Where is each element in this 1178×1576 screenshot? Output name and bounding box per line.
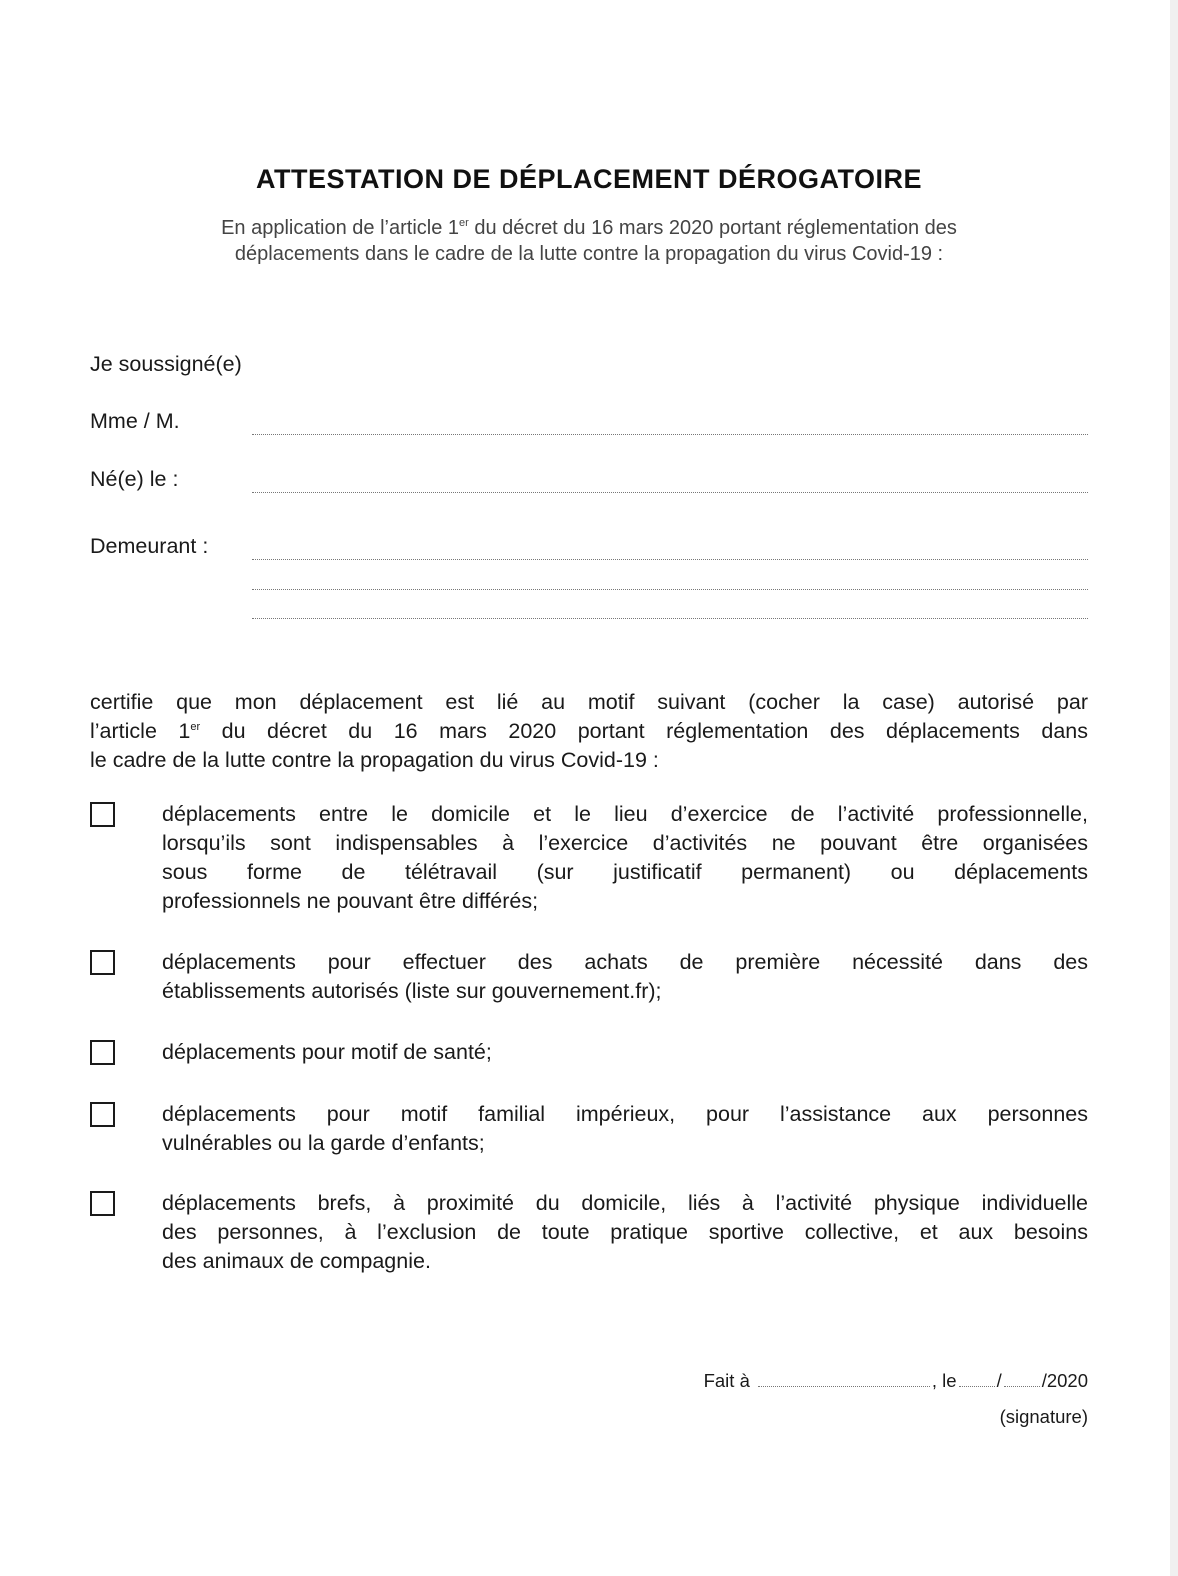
date-label: , le <box>931 1370 957 1391</box>
page-edge-shadow <box>1170 0 1178 1576</box>
month-field[interactable] <box>1004 1372 1040 1387</box>
day-field[interactable] <box>959 1372 995 1387</box>
address-field-line-3[interactable] <box>252 618 1088 619</box>
checkbox-exercise[interactable] <box>90 1191 115 1216</box>
signature-label: (signature) <box>999 1406 1088 1427</box>
year-label: /2020 <box>1041 1370 1088 1391</box>
date-slash: / <box>996 1370 1002 1391</box>
address-label: Demeurant : <box>90 534 209 558</box>
intro-label: Je soussigné(e) <box>90 352 242 376</box>
option-exercise-text: déplacements brefs, à proximité du domicile, liés à l’activité physique individuelle des personnes, à l’exclusion de toute pratique sportive collective, et aux besoins des animaux de compagnie. <box>162 1191 1088 1273</box>
address-field-line-2[interactable] <box>252 589 1088 590</box>
option-family-text: déplacements pour motif familial impérieux, pour l’assistance aux personnes vulnérables ou la garde d’enfants; <box>162 1102 1088 1155</box>
option-purchases-text: déplacements pour effectuer des achats de première nécessité dans des établissements autorisés (liste sur gouvernement.fr); <box>162 950 1088 1003</box>
document-title: ATTESTATION DE DÉPLACEMENT DÉROGATOIRE <box>255 164 922 194</box>
checkbox-purchases[interactable] <box>90 950 115 975</box>
birth-date-field[interactable] <box>252 492 1088 493</box>
signature-place-date <box>704 1370 1088 1392</box>
option-health-text: déplacements pour motif de santé; <box>162 1040 492 1064</box>
address-field-line-1[interactable] <box>252 559 1088 560</box>
certify-line-3: le cadre de la lutte contre la propagation du virus Covid-19 : <box>90 748 659 772</box>
certify-paragraph <box>90 688 1088 775</box>
name-field[interactable] <box>252 434 1088 435</box>
certify-line-1: certifie que mon déplacement est lié au motif suivant (cocher la case) autorisé par <box>90 690 1088 714</box>
subtitle-line-1: En application de l’article 1er du décret du 16 mars 2020 portant réglementation des <box>221 217 957 239</box>
checkbox-professional[interactable] <box>90 802 115 827</box>
place-field[interactable] <box>758 1372 930 1387</box>
name-label: Mme / M. <box>90 409 180 433</box>
checkbox-family[interactable] <box>90 1102 115 1127</box>
certify-line-2: l’article 1er du décret du 16 mars 2020 portant réglementation des déplacements dans <box>90 719 1088 743</box>
document-subtitle <box>120 215 1058 267</box>
subtitle-line-2: déplacements dans le cadre de la lutte contre la propagation du virus Covid-19 : <box>234 243 944 265</box>
fait-label: Fait à <box>703 1370 750 1391</box>
checkbox-health[interactable] <box>90 1040 115 1065</box>
option-professional-text: déplacements entre le domicile et le lieu d’exercice de l’activité professionnelle, lorsqu’ils sont indispensables à l’exercice d’activités ne pouvant être organisées sous forme de télétravail (sur justificatif permanent) ou déplacements professionnels ne pouvant être différés; <box>162 802 1088 913</box>
birth-date-label: Né(e) le : <box>90 467 179 491</box>
